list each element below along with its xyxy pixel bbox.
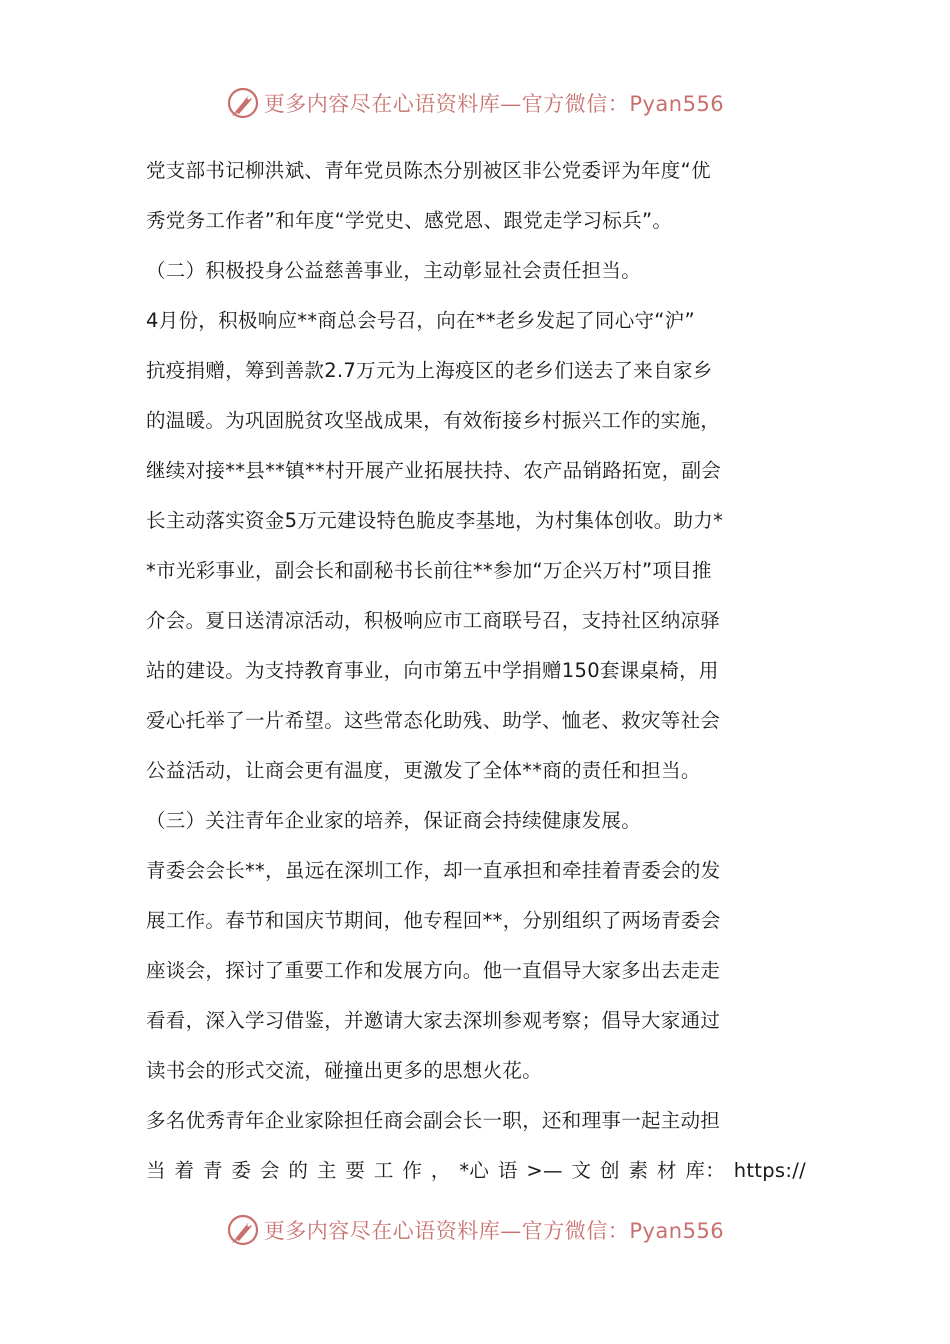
text-fragment: 库： <box>685 1159 726 1182</box>
banner-text: 更多内容尽在心语资料库—官方微信：Pyan556 <box>263 92 725 116</box>
footer-banner <box>0 1210 950 1250</box>
text-fragment: ， <box>430 1159 451 1182</box>
text-line: 继续对接**县**镇**村开展产业拓展扶持、农产品销路拓宽，副会 <box>146 459 722 482</box>
text-line: 座谈会，探讨了重要工作和发展方向。他一直倡导大家多出去走走 <box>146 959 721 982</box>
text-line: 青委会会长**，虽远在深圳工作，却一直承担和牵挂着青委会的发 <box>146 859 721 882</box>
text-line: 4月份，积极响应**商总会号召，向在**老乡发起了同心守“沪” <box>146 309 695 332</box>
pen-nib-logo-icon <box>226 1213 260 1247</box>
text-fragment: 要 <box>345 1159 366 1182</box>
text-fragment: 作 <box>402 1159 423 1182</box>
text-fragment: 语 <box>497 1159 518 1182</box>
text-fragment: 着 <box>174 1159 195 1182</box>
section-heading: （三）关注青年企业家的培养，保证商会持续健康发展。 <box>146 809 642 832</box>
banner-contact: Pyan556 <box>629 1219 725 1243</box>
text-fragment: 委 <box>231 1159 252 1182</box>
text-line: 公益活动，让商会更有温度，更激发了全体**商的责任和担当。 <box>146 759 701 782</box>
text-line: 长主动落实资金5万元建设特色脆皮李基地，为村集体创收。助力* <box>146 509 724 532</box>
text-line: 党支部书记柳洪斌、青年党员陈杰分别被区非公党委评为年度“优 <box>146 159 711 182</box>
text-line: *市光彩事业，副会长和副秘书长前往**参加“万企兴万村”项目推 <box>146 559 712 582</box>
section-heading: （二）积极投身公益慈善事业，主动彰显社会责任担当。 <box>146 259 642 282</box>
pen-nib-logo-icon <box>226 86 260 120</box>
text-fragment: 会 <box>259 1159 280 1182</box>
text-fragment: 文 <box>571 1159 592 1182</box>
text-line: 秀党务工作者”和年度“学党史、感党恩、跟党走学习标兵”。 <box>146 209 673 232</box>
text-line: 读书会的形式交流，碰撞出更多的思想火花。 <box>146 1059 543 1082</box>
text-fragment: 创 <box>599 1159 620 1182</box>
banner-text: 更多内容尽在心语资料库—官方微信：Pyan556 <box>263 1219 725 1243</box>
text-line: 站的建设。为支持教育事业，向市第五中学捐赠150套课桌椅，用 <box>146 659 719 682</box>
text-line: 看看，深入学习借鉴，并邀请大家去深圳参观考察；倡导大家通过 <box>146 1009 721 1032</box>
text-line: 介会。夏日送清凉活动，积极响应市工商联号召，支持社区纳凉驿 <box>146 609 721 632</box>
text-fragment: https:// <box>733 1159 806 1182</box>
text-fragment: 的 <box>288 1159 309 1182</box>
text-line: 抗疫捐赠，筹到善款2.7万元为上海疫区的老乡们送去了来自家乡 <box>146 359 713 382</box>
text-fragment: 材 <box>656 1159 677 1182</box>
text-line: 的温暖。为巩固脱贫攻坚战成果，有效衔接乡村振兴工作的实施， <box>146 409 721 432</box>
text-fragment: 素 <box>628 1159 649 1182</box>
document-body <box>146 146 806 1196</box>
header-banner <box>0 83 950 123</box>
text-fragment: 工 <box>373 1159 394 1182</box>
text-line-justified <box>146 1146 806 1196</box>
text-fragment: 当 <box>146 1159 166 1182</box>
text-line: 爱心托举了一片希望。这些常态化助残、助学、恤老、救灾等社会 <box>146 709 721 732</box>
banner-contact: Pyan556 <box>629 92 725 116</box>
text-line: 展工作。春节和国庆节期间，他专程回**，分别组织了两场青委会 <box>146 909 721 932</box>
text-fragment: 主 <box>316 1159 337 1182</box>
text-fragment: >— <box>526 1159 563 1182</box>
text-line: 多名优秀青年企业家除担任商会副会长一职，还和理事一起主动担 <box>146 1109 721 1132</box>
text-fragment: 青 <box>202 1159 223 1182</box>
text-fragment: *心 <box>459 1159 490 1182</box>
